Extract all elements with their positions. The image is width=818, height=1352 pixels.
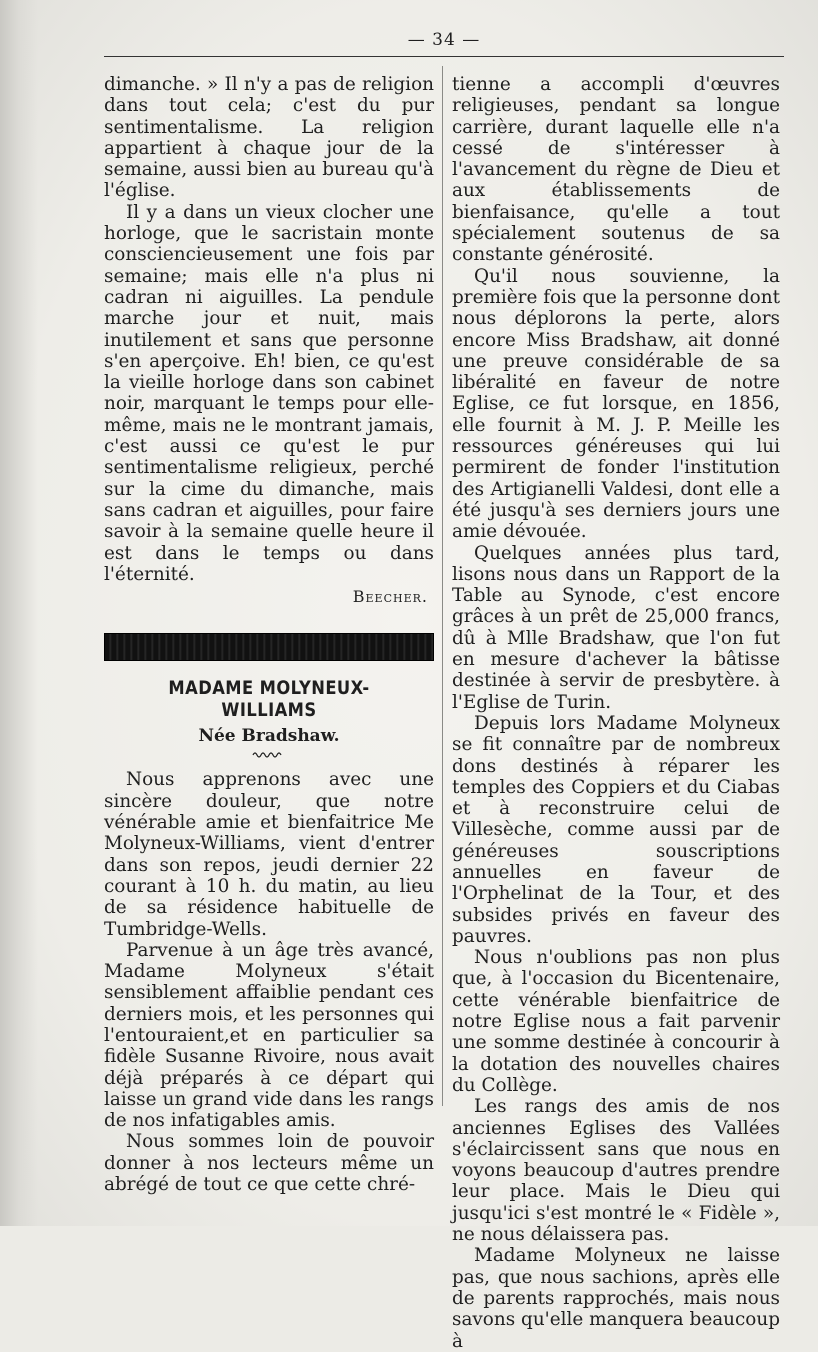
paragraph: Qu'il nous souvienne, la première fois que la personne dont nous déplorons la perte, alors encore Miss Bradshaw, ait donné une preuve considérable de sa libéralité en faveur de notre Eglise, ce fut lorsque, en 1856, elle fournit à M. J. P. Meille les ressources généreuses qui lui permirent de fonder l'institution des Artigianelli Valdesi, dont elle a été jusqu'à ses derniers jours une amie dévouée. (452, 265, 780, 543)
right-column (452, 74, 780, 1352)
section-separator-bar (104, 633, 434, 661)
paragraph: Parvenue à un âge très avancé, Madame Molyneux s'était sensiblement affaiblie pendant ces derniers mois, et les personnes qui l'entouraient,et en particulier sa fidèle Susanne Rivoire, nous avait déjà préparés à ce départ qui laisse un grand vide dans les rangs de nos infatigables amis. (104, 939, 434, 1132)
paragraph: Nous n'oublions pas non plus que, à l'occasion du Bicentenaire, cette vénérable bienfaitrice de notre Eglise nous a fait parvenir une somme destinée à concourir à la dotation des nouvelles chaires du Collège. (452, 947, 780, 1096)
paragraph: Nous apprenons avec une sincère douleur, que notre vénérable amie et bienfaitrice Me Molyneux-Williams, vient d'entrer dans son repos, jeudi dernier 22 courant à 10 h. du matin, au lieu de sa résidence habituelle de Tumbridge-Wells. (104, 769, 434, 940)
article-title: MADAME MOLYNEUX-WILLIAMS (168, 677, 370, 722)
paragraph: Il y a dans un vieux clocher une horloge, que le sacristain monte consciencieusement une fois par semaine; mais elle n'a plus ni cadran ni aiguilles. La pendule marche jour et nuit, mais inutilement et sans que personne s'en aperçoive. Eh! bien, ce qu'est la vieille horloge dans son cabinet noir, marquant le temps pour elle-même, mais ne le montrant jamais, c'est aussi ce qu'est le pur sentimentalisme religieux, perché sur la cime du dimanche, mais sans cadran et aiguilles, pour faire savoir à la semaine quelle heure il est dans le temps ou dans l'éternité. (104, 201, 434, 585)
paragraph: tienne a accompli d'œuvres religieuses, pendant sa longue carrière, durant laquelle elle n'a cessé de s'intéresser à l'avancement du règne de Dieu et aux établissements de bienfaisance, qu'elle a tout spécialement soutenus de sa constante générosité. (452, 74, 780, 266)
article-subtitle: Née Bradshaw. (198, 726, 340, 747)
header-rule (104, 56, 784, 57)
paragraph: Depuis lors Madame Molyneux se fit connaître par de nombreux dons destinés à réparer les temples des Coppiers et du Ciabas et à reconstruire celui de Villesèche, comme aussi par de généreuses souscriptions annuelles en faveur de l'Orphelinat de la Tour, et des subsides privés en faveur des pauvres. (452, 712, 780, 947)
page-header (104, 30, 784, 57)
left-column (104, 74, 434, 1195)
page-edge-shadow (0, 0, 38, 1226)
page-number: — 34 — (407, 30, 481, 50)
paragraph: dimanche. » Il n'y a pas de religion dans tout cela; c'est du pur sentimentalisme. La religion appartient à chaque jour de la semaine, aussi bien au bureau qu'à l'église. (104, 74, 434, 202)
paragraph: Madame Molyneux ne laisse pas, que nous sachions, après elle de parents rapprochés, mais nous savons qu'elle manquera beaucoup à (452, 1245, 780, 1352)
column-divider (442, 66, 443, 1106)
paragraph: Quelques années plus tard, lisons nous dans un Rapport de la Table au Synode, c'est encore grâces à un prêt de 25,000 francs, dû à Mlle Bradshaw, que l'on fut en mesure d'achever la bâtisse destinée à servir de presbytère. à l'Eglise de Turin. (452, 542, 780, 713)
paragraph: Nous sommes loin de pouvoir donner à nos lecteurs même un abrégé de tout ce que cette chré- (104, 1131, 434, 1196)
ornament-squiggle-icon (239, 749, 299, 761)
signature: Beecher. (352, 587, 428, 607)
paragraph: Les rangs des amis de nos anciennes Eglises des Vallées s'éclaircissent sans que nous en voyons beaucoup d'autres prendre leur place. Mais le Dieu qui jusqu'ici s'est montré le « Fidèle », ne nous délaissera pas. (452, 1096, 780, 1246)
